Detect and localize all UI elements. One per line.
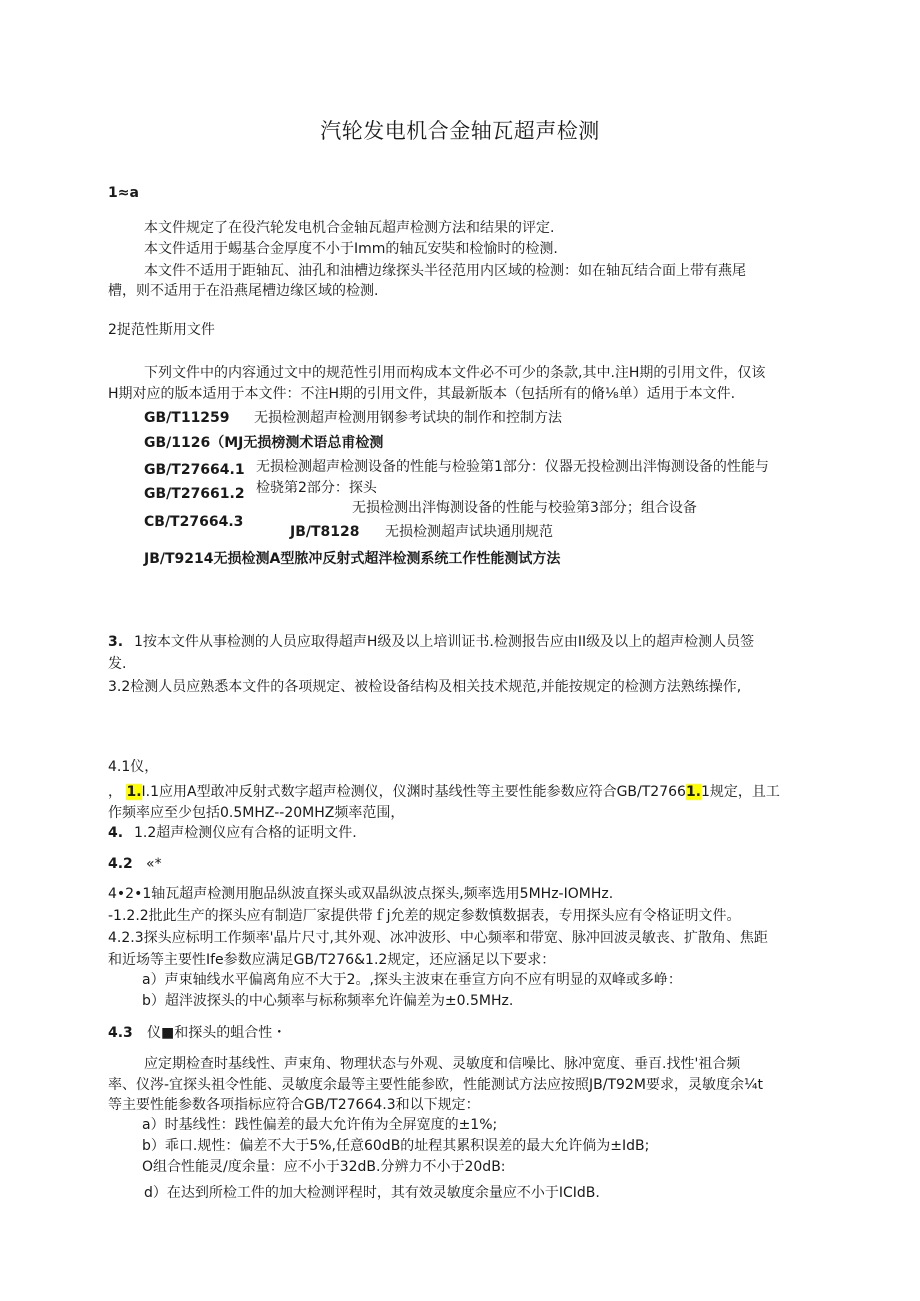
section-4-3-paragraph: 等主要性能参数各项指标应符合GB/T27664.3和以下规定：: [108, 1097, 480, 1113]
reference-title: 无损检测超声试块通刖规范: [385, 524, 553, 540]
reference-title: 无损检测超声检测用钢参考试块的制作和控制方法: [254, 410, 562, 426]
clause-4-2-1: 4•2•1轴瓦超声检测用胞品纵波直探头或双晶纵波点探头,频率选用5MHz-IOMHz.: [108, 886, 614, 902]
reference-code: JB/T8128: [290, 524, 360, 540]
reference-title: 检骁第2部分：探头: [256, 480, 377, 496]
section-4-3-number: 4.3: [108, 1025, 133, 1041]
clause-4-1-2: 1.2超声检测仪应有合格的证明文件.: [134, 825, 357, 841]
clause-4-2-3: 和近场等主要性Ife参数应满足GB/T276&1.2规定，还应涵足以下要求：: [108, 952, 556, 968]
section-1-paragraph: 槽，则不适用于在沿燕尾槽边缘区域的检测.: [108, 283, 379, 299]
list-item: b）超泮波探头的中心频率与标称频率允许偏差为±0.5MHz.: [142, 993, 514, 1009]
section-1-paragraph: 本文件适用于蜴基合金厚度不小于Imm的轴瓦安奘和检愉时的检测.: [144, 241, 558, 257]
reference-title: 无损检测出泮悔测设备的性能与校验第3部分；组合设备: [352, 500, 697, 516]
clause-number: 4.: [108, 825, 124, 841]
reference-code: GB/T27664.1: [144, 462, 245, 478]
clause-4-2-3: 4.2.3探头应标明工作频率'晶片尺寸,其外观、冰冲波形、中心频率和带宽、脉冲回波灵敏丧、扩散角、焦距: [108, 930, 768, 946]
section-2-heading: 2捉范性斯用文件: [108, 322, 215, 338]
section-3-number: 3.: [108, 634, 124, 650]
section-4-3-heading: 仪■和探头的蛆合性・: [147, 1025, 287, 1041]
list-item: a）时基线性：践性偏差的最大允许侑为全屏宽度的±1%;: [142, 1117, 498, 1133]
reference-title: 无损检测超声检测设备的性能与检验第1部分：仪器无投检测出泮悔测设备的性能与: [256, 459, 769, 475]
reference-code: JB/T9214无损检测A型脓冲反射式超泮检测系统工作性能测试方法: [144, 551, 561, 567]
clause-4-1-1: 作频率应至少包括0.5MHZ--20MHZ频率范围，: [108, 805, 405, 821]
section-3-paragraph: 1按本文件从事检测的人员应取得超声H级及以上培训证书.检测报告应由II级及以上的超声检测人员签: [134, 634, 755, 650]
section-4-3-paragraph: 率、仪涔-宜探头祖令性能、灵敏度余最等主要性能参欧，性能测试方法应按照JB/T92M要求，灵敏度余¼t: [108, 1077, 764, 1093]
section-2-intro: 下列文件中的内容通过文中的规范性引用而构成本文件必不可少的条款,其中.注H期的引用文件，仅该: [144, 365, 766, 381]
reference-code: GB/T27661.2: [144, 486, 245, 502]
list-item: d）在达到所检工件的加大检测评程时，其有效灵敏度余量应不小于ICIdB.: [144, 1185, 600, 1201]
section-1-heading: 1≈a: [108, 185, 139, 201]
clause-4-1-1: ， 1.I.1应用A型敢冲反射式数字超声检测仪，仪渊时基线性等主要性能参数应符合GB/T27661.1规定，且工: [108, 784, 780, 800]
list-item: b）乖口.规性：偏差不大于5%,任意60dB的址程其累积误差的最大允许倘为±IdB;: [142, 1138, 650, 1154]
section-3-paragraph: 3.2检测人员应熟悉本文件的各项规定、被检设备结构及相关技术规范,并能按规定的检测方法熟练操作,: [108, 679, 742, 695]
section-4-2-number: 4.2: [108, 856, 133, 872]
section-1-paragraph: 本文件不适用于距轴瓦、油孔和油槽边缘探头半径范用内区域的检测：如在轴瓦结合面上带有燕尾: [144, 263, 746, 279]
reference-code-clipped: CB/T27664.3: [144, 514, 244, 530]
section-3-paragraph: 发.: [108, 656, 127, 672]
section-1-paragraph: 本文件规定了在役汽轮发电机合金轴瓦超声检测方法和结果的评定.: [144, 220, 555, 236]
clause-4-2-2: -1.2.2批此生产的探头应有制造厂家提供带ｆj允差的规定参数慎数据表，专用探头应有令格证明文件。: [108, 908, 741, 924]
list-item: a）声束轴线水平偏离角应不大于2。,探头主波束在垂宣方向不应有明显的双峰或多峥：: [142, 972, 682, 988]
section-4-1-heading: 4.1仪，: [108, 759, 159, 775]
section-4-2-heading: «*: [146, 856, 162, 872]
section-4-3-paragraph: 应定期检查时基线性、声束角、物理状态与外观、灵敏度和信噪比、脉冲宽度、垂百.找性'祖合频: [144, 1056, 741, 1072]
list-item: O组合性能灵/度余量：应不小于32dB.分辨力不小于20dB:: [142, 1159, 506, 1175]
reference-code: GB/1126（MJ无损榜测术语总甫检测: [144, 435, 384, 451]
reference-code: GB/T11259: [144, 410, 230, 426]
section-2-intro: H期对应的版本适用于本文件：不注H期的引用文件，其最新版本（包括所有的脩⅛单）适用于本文件.: [108, 386, 736, 402]
document-title: 汽轮发电机合金轴瓦超声检测: [320, 119, 600, 143]
